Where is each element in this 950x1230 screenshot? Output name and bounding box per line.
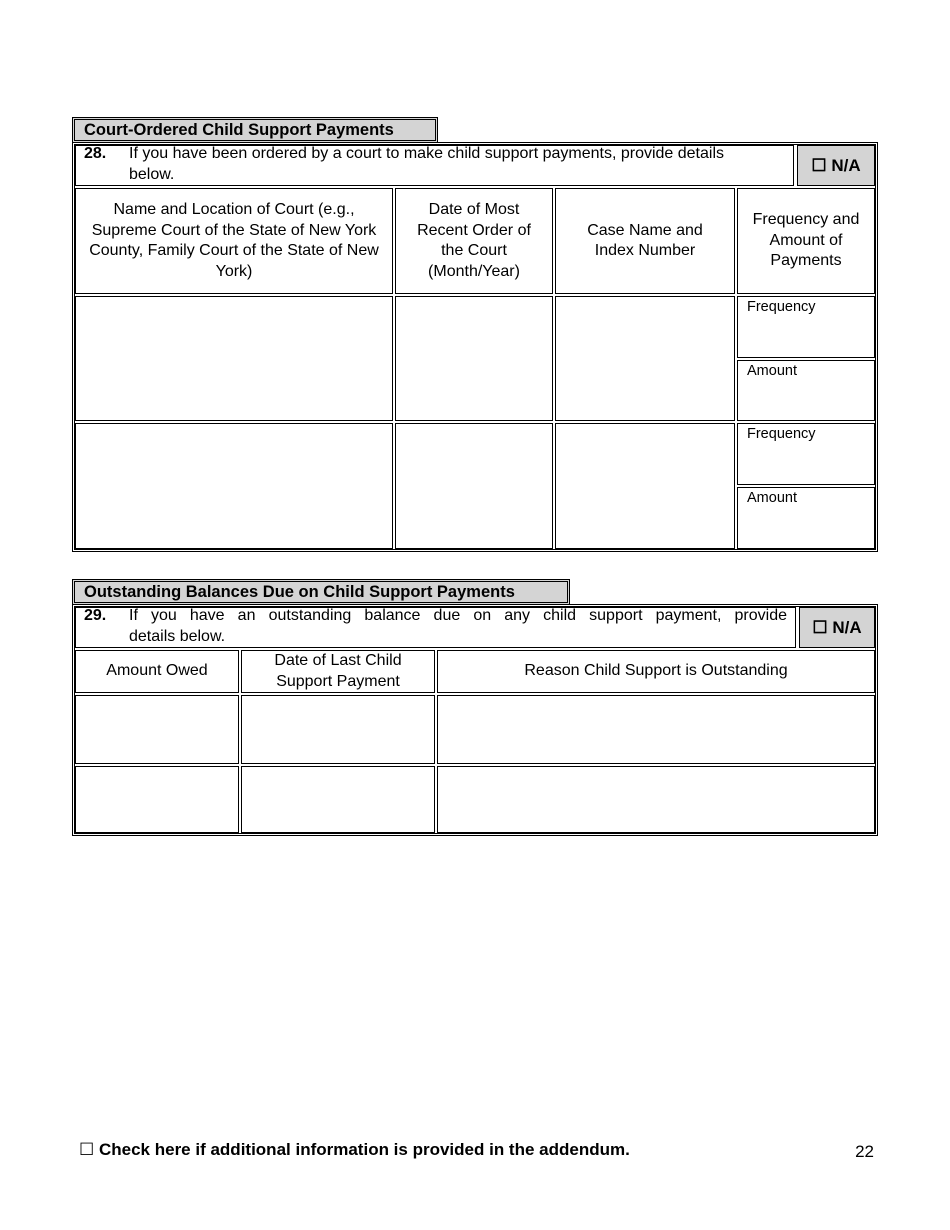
last-payment-date-input-2[interactable] bbox=[241, 766, 435, 833]
court-name-input-1[interactable] bbox=[75, 296, 393, 421]
addendum-note bbox=[79, 1140, 630, 1160]
order-date-input-1[interactable] bbox=[395, 296, 553, 421]
order-date-input-2[interactable] bbox=[395, 423, 553, 549]
amount-label: Amount bbox=[747, 363, 797, 379]
question-29-line1: If you have an outstanding balance due on any child support payment, provide bbox=[129, 607, 787, 624]
frequency-label: Frequency bbox=[747, 426, 816, 442]
last-payment-date-input-1[interactable] bbox=[241, 695, 435, 764]
question-28-number: 28. bbox=[84, 145, 107, 162]
question-28-line2: below. bbox=[129, 165, 175, 183]
section-28-title: Court-Ordered Child Support Payments bbox=[72, 117, 438, 143]
frequency-input-2[interactable] bbox=[737, 423, 875, 485]
amount-owed-input-1[interactable] bbox=[75, 695, 239, 764]
question-29-text bbox=[129, 606, 787, 647]
addendum-text: Check here if additional information is provided in the addendum. bbox=[98, 1140, 630, 1159]
header-amount-owed: Amount Owed bbox=[75, 650, 239, 693]
amount-input-1[interactable] bbox=[737, 360, 875, 421]
amount-owed-input-2[interactable] bbox=[75, 766, 239, 833]
addendum-checkbox[interactable]: ☐ bbox=[79, 1140, 95, 1159]
header-court-name-location: Name and Location of Court (e.g., Supreme Court of the State of New York County, Family Court of the State of New York) bbox=[75, 188, 393, 294]
question-28-line1: If you have been ordered by a court to make child support payments, provide details bbox=[129, 145, 725, 162]
header-date-last-payment: Date of Last Child Support Payment bbox=[241, 650, 435, 693]
question-29-number: 29. bbox=[84, 607, 107, 624]
section-29-title: Outstanding Balances Due on Child Support Payments bbox=[72, 579, 570, 605]
header-case-name-index: Case Name and Index Number bbox=[555, 188, 735, 294]
question-29-line2: details below. bbox=[129, 627, 226, 645]
court-name-input-2[interactable] bbox=[75, 423, 393, 549]
case-name-input-1[interactable] bbox=[555, 296, 735, 421]
reason-input-2[interactable] bbox=[437, 766, 875, 833]
amount-label: Amount bbox=[747, 490, 797, 506]
na-checkbox-28[interactable]: ☐ N/A bbox=[797, 145, 875, 186]
frequency-label: Frequency bbox=[747, 299, 816, 315]
question-28-text bbox=[129, 144, 789, 185]
header-date-recent-order: Date of Most Recent Order of the Court (Month/Year) bbox=[395, 188, 553, 294]
header-reason-outstanding: Reason Child Support is Outstanding bbox=[437, 650, 875, 693]
case-name-input-2[interactable] bbox=[555, 423, 735, 549]
page-number: 22 bbox=[855, 1142, 874, 1161]
amount-input-2[interactable] bbox=[737, 487, 875, 549]
na-checkbox-29[interactable]: ☐ N/A bbox=[799, 607, 875, 648]
frequency-input-1[interactable] bbox=[737, 296, 875, 358]
header-frequency-amount: Frequency and Amount of Payments bbox=[737, 188, 875, 294]
reason-input-1[interactable] bbox=[437, 695, 875, 764]
